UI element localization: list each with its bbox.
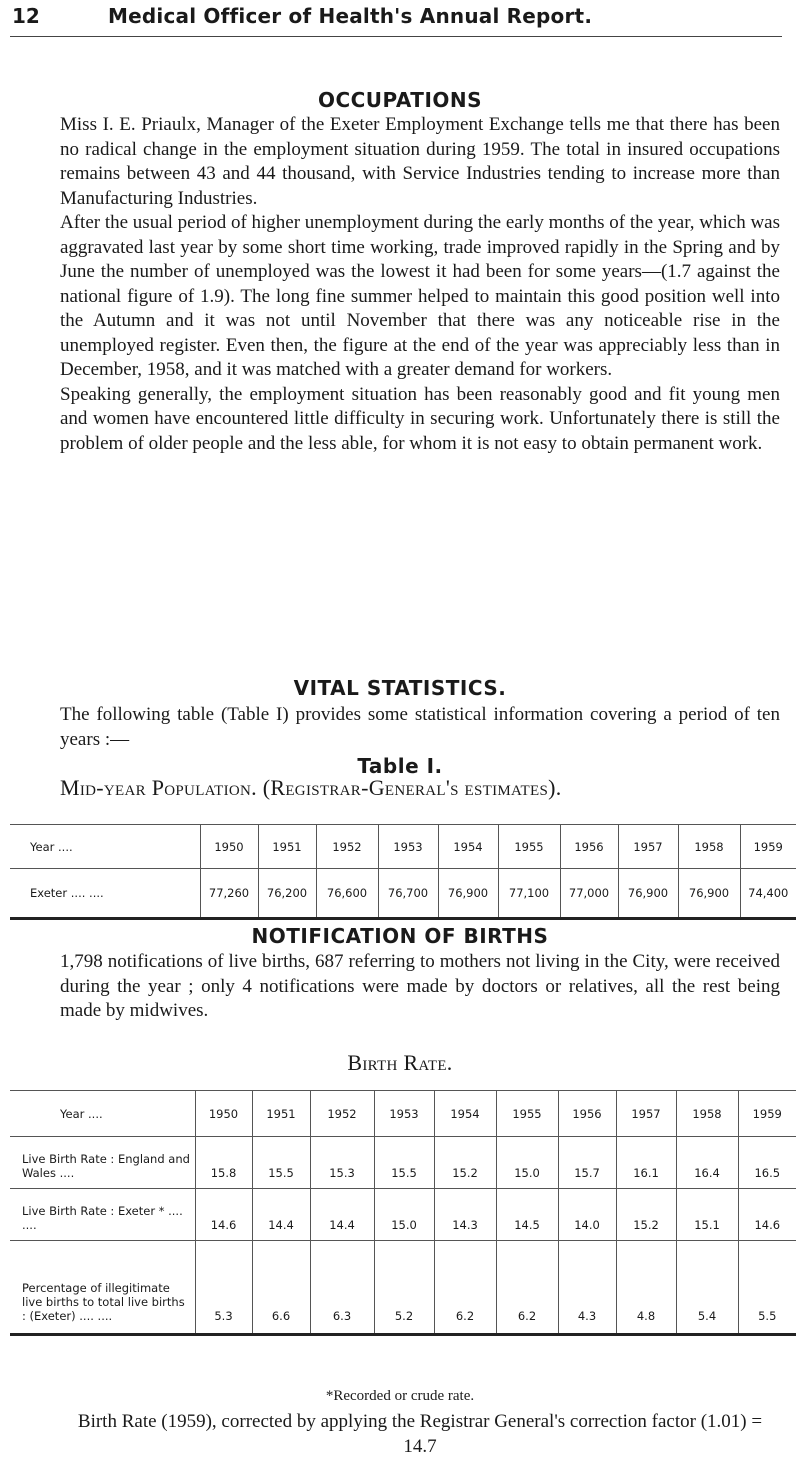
birth-rate-value: 4.3 [558, 1241, 616, 1335]
population-value: 76,600 [316, 869, 378, 919]
births-heading: NOTIFICATION OF BIRTHS [251, 924, 549, 948]
birth-rate-value: 15.0 [496, 1137, 558, 1189]
vital-statistics-paragraph: The following table (Table I) provides some statistical information covering a period of ten years :— [60, 704, 780, 750]
occupations-paragraph-2: After the usual period of higher unemployment during the early months of the year, which was aggravated last year by some short time working, trade improved rapidly in the Spring and by June the number of unemployed was the lowest it had been for some years—(1.7 against the national figure of 1.9). The long fine summer helped to maintain this good position well into the Autumn and it was not until November that there was any noticeable rise in the unemployed register. Even then, the figure at the end of the year was appreciably less than in December, 1958, and it was matched with a greater demand for workers. [60, 212, 780, 380]
population-table-header [10, 825, 796, 869]
birth-rate-value: 15.7 [558, 1137, 616, 1189]
birth-row-illegitimate [10, 1241, 796, 1335]
birth-year: 1955 [496, 1091, 558, 1137]
vital-statistics-heading: VITAL STATISTICS. [293, 676, 507, 700]
occupations-body [60, 113, 780, 456]
population-value: 76,900 [678, 869, 740, 919]
birth-rate-table [10, 1090, 796, 1336]
population-year: 1955 [498, 825, 560, 869]
birth-rate-value: 15.0 [374, 1189, 434, 1241]
birth-row-label: Percentage of illegitimate live births to total live births : (Exeter) .... .... [10, 1241, 195, 1335]
birth-year: 1950 [195, 1091, 252, 1137]
table-1-title: Table I. [357, 754, 443, 778]
birth-rate-value: 15.3 [310, 1137, 374, 1189]
birth-row-label: Live Birth Rate : Exeter * .... .... [10, 1189, 195, 1241]
birth-rate-subheading: Birth Rate. [347, 1050, 453, 1075]
births-paragraph: 1,798 notifications of live births, 687 referring to mothers not living in the City, were received during the year ; only 4 notifications were made by doctors or relatives, all the rest being made by midwives. [60, 951, 780, 1021]
birth-year: 1953 [374, 1091, 434, 1137]
population-value: 76,700 [378, 869, 438, 919]
population-value: 77,100 [498, 869, 560, 919]
birth-rate-value: 6.3 [310, 1241, 374, 1335]
population-year: 1958 [678, 825, 740, 869]
population-year: 1953 [378, 825, 438, 869]
birth-rate-value: 14.4 [310, 1189, 374, 1241]
birth-rate-value: 15.2 [616, 1189, 676, 1241]
birth-rate-value: 5.3 [195, 1241, 252, 1335]
population-year: 1959 [740, 825, 796, 869]
report-title: Medical Officer of Health's Annual Report. [108, 4, 593, 28]
birth-year-label: Year .... [10, 1091, 195, 1137]
birth-rate-value: 5.2 [374, 1241, 434, 1335]
birth-rate-value: 14.6 [195, 1189, 252, 1241]
population-year: 1957 [618, 825, 678, 869]
birth-rate-value: 15.1 [676, 1189, 738, 1241]
page-number: 12 [12, 4, 40, 28]
birth-rate-value: 16.1 [616, 1137, 676, 1189]
birth-rate-value: 6.6 [252, 1241, 310, 1335]
population-table [10, 824, 796, 920]
header-rule [10, 36, 782, 37]
birth-rate-value: 14.4 [252, 1189, 310, 1241]
birth-table-header [10, 1091, 796, 1137]
birth-rate-value: 16.4 [676, 1137, 738, 1189]
table-1-subtitle: Mid-year Population. (Registrar-General's estimates). [60, 775, 562, 800]
birth-row-exeter [10, 1189, 796, 1241]
birth-rate-value: 15.5 [252, 1137, 310, 1189]
birth-rate-value: 14.0 [558, 1189, 616, 1241]
birth-rate-value: 5.4 [676, 1241, 738, 1335]
birth-rate-value: 15.8 [195, 1137, 252, 1189]
birth-year: 1957 [616, 1091, 676, 1137]
birth-year: 1959 [738, 1091, 796, 1137]
birth-rate-value: 16.5 [738, 1137, 796, 1189]
closing-note: Birth Rate (1959), corrected by applying the Registrar General's correction factor (1.01) = 14.7 [77, 1411, 763, 1457]
birth-rate-value: 4.8 [616, 1241, 676, 1335]
occupations-paragraph-3: Speaking generally, the employment situation has been reasonably good and fit young men and women have encountered little difficulty in securing work. Unfortunately there is still the problem of older people and the less able, for whom it is not easy to obtain permanent work. [60, 383, 780, 454]
population-value: 76,900 [618, 869, 678, 919]
birth-rate-value: 15.2 [434, 1137, 496, 1189]
population-year: 1956 [560, 825, 618, 869]
birth-row-label: Live Birth Rate : England and Wales .... [10, 1137, 195, 1189]
birth-rate-value: 6.2 [496, 1241, 558, 1335]
population-year: 1954 [438, 825, 498, 869]
population-value: 76,200 [258, 869, 316, 919]
population-year: 1950 [200, 825, 258, 869]
population-value: 74,400 [740, 869, 796, 919]
population-row-label: Exeter .... .... [10, 869, 200, 919]
population-value: 77,000 [560, 869, 618, 919]
birth-rate-value: 14.3 [434, 1189, 496, 1241]
birth-rate-value: 5.5 [738, 1241, 796, 1335]
occupations-paragraph-1: Miss I. E. Priaulx, Manager of the Exeter Employment Exchange tells me that there has been no radical change in the employment situation during 1959. The total in insured occupations remains between 43 and 44 thousand, with Service Industries tending to increase more than Manufacturing Industries. [60, 114, 780, 209]
population-year: 1952 [316, 825, 378, 869]
birth-rate-value: 14.5 [496, 1189, 558, 1241]
birth-year: 1956 [558, 1091, 616, 1137]
birth-year: 1954 [434, 1091, 496, 1137]
population-row-exeter [10, 869, 796, 919]
birth-rate-value: 14.6 [738, 1189, 796, 1241]
birth-year: 1951 [252, 1091, 310, 1137]
population-year-label: Year .... [10, 825, 200, 869]
population-year: 1951 [258, 825, 316, 869]
occupations-heading: OCCUPATIONS [317, 88, 483, 112]
birth-rate-value: 15.5 [374, 1137, 434, 1189]
population-value: 76,900 [438, 869, 498, 919]
birth-year: 1958 [676, 1091, 738, 1137]
birth-year: 1952 [310, 1091, 374, 1137]
footnote: *Recorded or crude rate. [325, 1388, 475, 1404]
birth-row-england-wales [10, 1137, 796, 1189]
population-value: 77,260 [200, 869, 258, 919]
birth-rate-value: 6.2 [434, 1241, 496, 1335]
